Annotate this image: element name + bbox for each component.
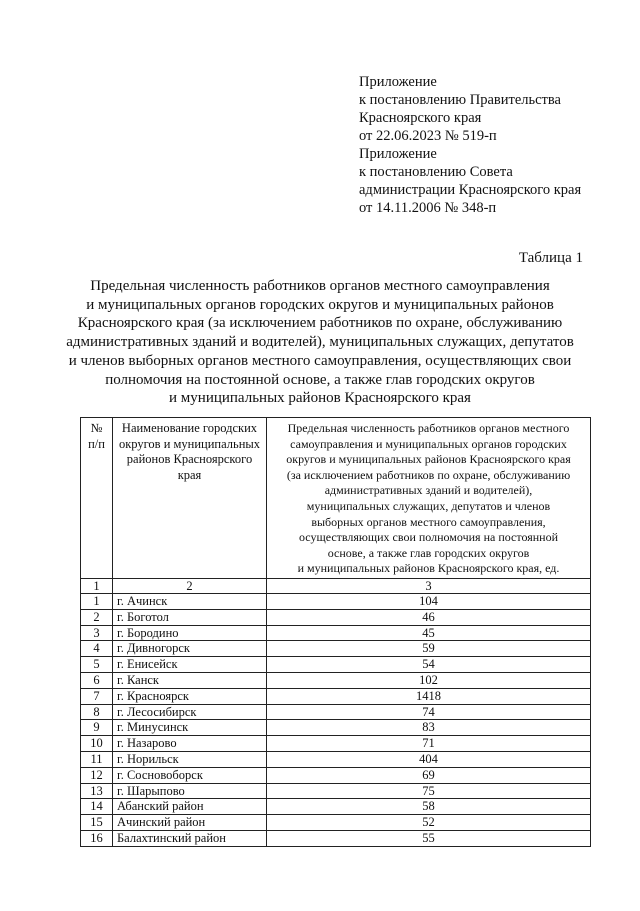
row-value: 83 [267,720,591,736]
column-number: 1 [81,578,113,593]
header-number: № п/п [81,418,113,579]
row-number: 9 [81,720,113,736]
table-row [81,830,591,846]
header-limit-line: выборных органов местного самоуправления, [311,514,546,529]
table-row [81,609,591,625]
header-limit-line: административных зданий и водителей), [324,483,533,498]
row-number: 14 [81,799,113,815]
row-number: 7 [81,688,113,704]
appendix-line: администрации Красноярского края [359,182,582,198]
table-row [81,736,591,752]
table-row [81,783,591,799]
row-value: 74 [267,704,591,720]
header-limit-line: округов и муниципальных районов Красноярского края [286,452,571,467]
row-number: 8 [81,704,113,720]
title-line: административных зданий и водителей), муниципальных служащих, депутатов [66,334,574,351]
table-row [81,593,591,609]
row-name: г. Красноярск [113,688,267,704]
appendix-line: от 22.06.2023 № 519-п [359,128,497,144]
header-name: Наименование городских округов и муниципальных районов Красноярского края [113,418,267,579]
row-name: г. Норильск [113,751,267,767]
table-row [81,625,591,641]
table-row [81,657,591,673]
row-name: Ачинский район [113,815,267,831]
title-line: и муниципальных районов Красноярского края [169,390,471,407]
row-number: 3 [81,625,113,641]
row-value: 52 [267,815,591,831]
row-value: 55 [267,830,591,846]
row-value: 59 [267,641,591,657]
row-number: 10 [81,736,113,752]
row-value: 46 [267,609,591,625]
row-number: 4 [81,641,113,657]
row-value: 58 [267,799,591,815]
column-number: 2 [113,578,267,593]
header-limit-line: муниципальных служащих, депутатов и членов [306,498,551,513]
header-limit-line: самоуправления и муниципальных органов городских [290,436,567,451]
table-header-row [81,418,591,579]
row-name: г. Шарыпово [113,783,267,799]
row-name: г. Енисейск [113,657,267,673]
row-number: 6 [81,672,113,688]
row-number: 2 [81,609,113,625]
header-limit-line: и муниципальных районов Красноярского края, ед. [297,561,560,576]
row-value: 69 [267,767,591,783]
row-number: 12 [81,767,113,783]
row-name: г. Лесосибирск [113,704,267,720]
appendix-line: Приложение [359,146,437,162]
header-limit-line: (за исключением работников по охране, обслуживанию [286,467,571,482]
row-name: г. Назарово [113,736,267,752]
row-value: 75 [267,783,591,799]
appendix-line: от 14.11.2006 № 348-п [359,200,497,216]
row-name: г. Минусинск [113,720,267,736]
table-row [81,688,591,704]
title-line: и членов выборных органов местного самоуправления, осуществляющих свои [68,352,572,369]
row-name: Балахтинский район [113,830,267,846]
title-line: полномочия на постоянной основе, а также глав городских округов [105,371,535,388]
table-row [81,799,591,815]
row-value: 104 [267,593,591,609]
row-name: г. Бородино [113,625,267,641]
row-number: 1 [81,593,113,609]
row-value: 404 [267,751,591,767]
row-number: 16 [81,830,113,846]
header-limit-line: основе, а также глав городских округов [327,545,530,560]
table-row [81,767,591,783]
row-value: 102 [267,672,591,688]
row-number: 13 [81,783,113,799]
row-value: 45 [267,625,591,641]
appendix-line: Красноярского края [359,110,482,126]
row-name: Абанский район [113,799,267,815]
header-limit [267,418,591,579]
title-line: Красноярского края (за исключением работников по охране, обслуживанию [77,315,563,332]
table-row [81,815,591,831]
appendix-line: к постановлению Совета [359,164,513,180]
document-title [60,277,580,408]
row-number: 11 [81,751,113,767]
table-row [81,704,591,720]
appendix-line: Приложение [359,74,437,90]
row-name: г. Сосновоборск [113,767,267,783]
row-value: 1418 [267,688,591,704]
staff-limits-table [80,417,591,847]
title-line: Предельная численность работников органов местного самоуправления [90,278,550,294]
appendix-line: к постановлению Правительства [359,92,561,108]
row-value: 71 [267,736,591,752]
row-name: г. Боготол [113,609,267,625]
table-row [81,641,591,657]
table-row [81,751,591,767]
header-limit-line: осуществляющих свои полномочия на постоянной [298,530,559,545]
header-limit-line: Предельная численность работников органов местного [287,421,570,435]
row-name: г. Дивногорск [113,641,267,657]
row-name: г. Ачинск [113,593,267,609]
row-name: г. Канск [113,672,267,688]
row-number: 15 [81,815,113,831]
row-value: 54 [267,657,591,673]
column-number-row [81,578,591,593]
table-label: Таблица 1 [518,250,583,266]
appendix-block-council [359,145,581,217]
appendix-block-government [359,73,561,145]
title-line: и муниципальных органов городских округов и муниципальных районов [86,296,554,313]
column-number: 3 [267,578,591,593]
row-number: 5 [81,657,113,673]
table-row [81,720,591,736]
table-row [81,672,591,688]
